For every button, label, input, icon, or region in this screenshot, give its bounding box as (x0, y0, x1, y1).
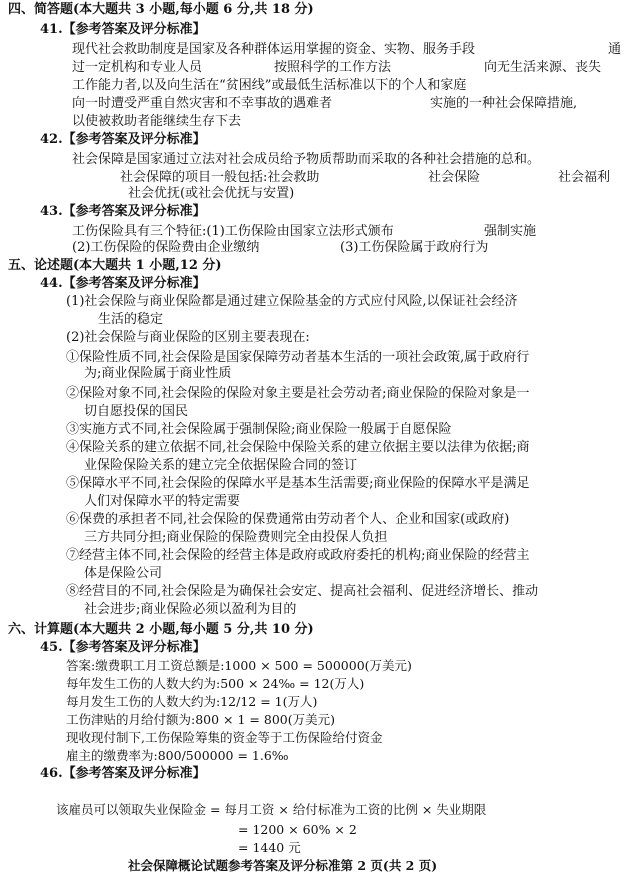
q43-label: 43.【参考答案及评分标准】 (40, 204, 206, 219)
q43-line: (2)工伤保险的保险费由企业缴纳 (72, 240, 260, 255)
q44-line: 人们对保障水平的特定需要 (84, 494, 241, 509)
q41-line: 工作能力者,以及向生活在“贫困线”或最低生活标准以下的个人和家庭 (72, 78, 467, 93)
q45-label: 45.【参考答案及评分标准】 (40, 640, 206, 655)
q42-line: 社会保险 (428, 170, 481, 185)
q44-line: ①保险性质不同,社会保险是国家保障劳动者基本生活的一项社会政策,属于政府行 (66, 350, 530, 365)
q44-line: ④保险关系的建立依据不同,社会保险中保险关系的建立依据主要以法律为依据;商 (66, 440, 530, 455)
q41-line: 按照科学的工作方法 (274, 60, 392, 75)
page-footer: 社会保障概论试题参考答案及评分标准第 2 页(共 2 页) (128, 858, 438, 873)
q44-line: 为;商业保险属于商业性质 (84, 366, 232, 381)
q42-line: 社会保障是国家通过立法对社会成员给予物质帮助而采取的各种社会措施的总和。 (72, 152, 541, 167)
q44-line: (1)社会保险与商业保险都是通过建立保险基金的方式应付风险,以保证社会经济 (66, 294, 518, 309)
q46-line: 该雇员可以领取失业保险金 = 每月工资 × 给付标准为工资的比例 × 失业期限 (56, 802, 487, 817)
q44-line: ③实施方式不同,社会保险属于强制保险;商业保险一般属于自愿保险 (66, 422, 452, 437)
q44-line: ⑥保费的承担者不同,社会保险的保费通常由劳动者个人、企业和国家(或政府) (66, 512, 510, 527)
section-5-heading: 五、论述题(本大题共 1 小题,12 分) (8, 258, 222, 273)
section-4-heading: 四、简答题(本大题共 3 小题,每小题 6 分,共 18 分) (8, 2, 314, 17)
section-6-heading: 六、计算题(本大题共 2 小题,每小题 5 分,共 10 分) (8, 622, 314, 637)
q44-line: (2)社会保险与商业保险的区别主要表现在: (66, 330, 310, 345)
q41-line: 以使被救助者能继续生存下去 (72, 114, 242, 129)
q44-line: ⑦经营主体不同,社会保险的经营主体是政府或政府委托的机构;商业保险的经营主 (66, 548, 530, 563)
q45-line: 每月发生工伤的人数大约为:12/12 = 1(万人) (66, 694, 318, 709)
q44-label: 44.【参考答案及评分标准】 (40, 276, 206, 291)
q42-line: 社会优抚(或社会优抚与安置) (128, 186, 295, 201)
q41-line: 实施的一种社会保障措施, (430, 96, 578, 111)
q46-line: = 1200 × 60% × 2 (238, 822, 357, 837)
q42-label: 42.【参考答案及评分标准】 (40, 132, 206, 147)
q41-line: 通 (608, 42, 622, 57)
q45-line: 每年发生工伤的人数大约为:500 × 24‰ = 12(万人) (66, 676, 365, 691)
q44-line: 生活的稳定 (98, 312, 164, 327)
q45-line: 答案:缴费职工月工资总额是:1000 × 500 = 500000(万美元) (66, 658, 412, 673)
q45-line: 雇主的缴费率为:800/500000 = 1.6‰ (66, 748, 289, 763)
q42-line: 社会福利 (558, 170, 611, 185)
q41-line: 向一时遭受严重自然灾害和不幸事故的遇难者 (72, 96, 333, 111)
q44-line: 社会进步;商业保险必须以盈利为目的 (84, 602, 297, 617)
q44-line: 体是保险公司 (84, 566, 163, 581)
q46-line: = 1440 元 (238, 840, 301, 855)
q44-line: 切自愿投保的国民 (84, 404, 189, 419)
q41-label: 41.【参考答案及评分标准】 (40, 22, 206, 37)
q41-line: 过一定机构和专业人员 (72, 60, 203, 75)
q44-line: ⑤保障水平不同,社会保险的保障水平是基本生活需要;商业保险的保障水平是满足 (66, 476, 530, 491)
q45-line: 现收现付制下,工伤保险筹集的资金等于工伤保险给付资金 (66, 730, 383, 745)
q44-line: 业保险保险关系的建立完全依据保险合同的签订 (84, 458, 358, 473)
q45-line: 工伤津贴的月给付额为:800 × 1 = 800(万美元) (66, 712, 335, 727)
q46-label: 46.【参考答案及评分标准】 (40, 766, 206, 781)
q41-line: 现代社会救助制度是国家及各种群体运用掌握的资金、实物、服务手段 (72, 42, 476, 57)
q43-line: 工伤保险具有三个特征:(1)工伤保险由国家立法形式颁布 (72, 224, 394, 239)
q44-line: 三方共同分担;商业保险的保险费则完全由投保人负担 (84, 530, 388, 545)
q44-line: ⑧经营目的不同,社会保险是为确保社会安定、提高社会福利、促进经济增长、推动 (66, 584, 539, 599)
q41-line: 向无生活来源、丧失 (484, 60, 602, 75)
q42-line: 社会保障的项目一般包括:社会救助 (120, 170, 320, 185)
q44-line: ②保险对象不同,社会保险的保险对象主要是社会劳动者;商业保险的保险对象是一 (66, 386, 530, 401)
q43-line: 强制实施 (484, 224, 537, 239)
q43-line: (3)工伤保险属于政府行为 (340, 240, 489, 255)
